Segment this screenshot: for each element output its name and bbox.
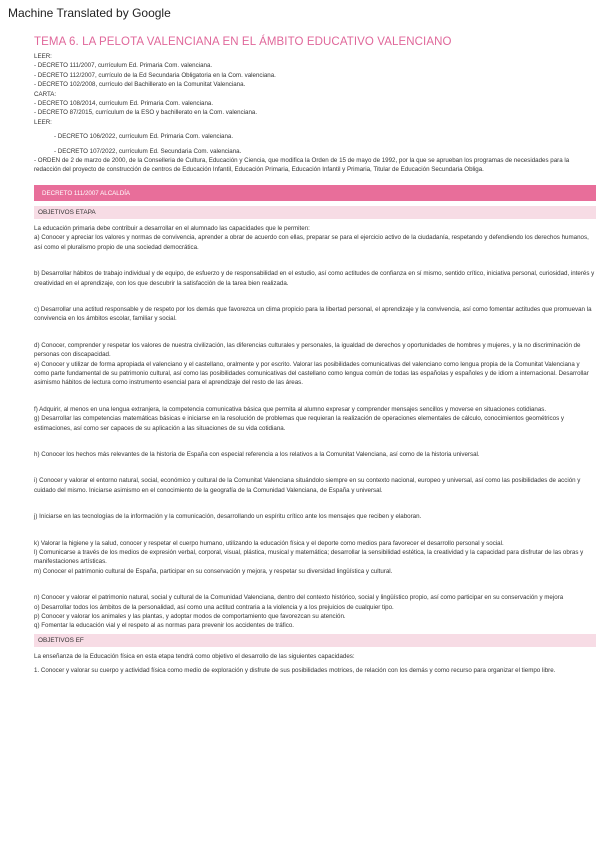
reading-item: - DECRETO 112/2007, currículo de la Ed Secundaria Obligatoria en la Com. valenciana. <box>34 71 276 79</box>
reading-item: - DECRETO 108/2014, currículum Ed. Primaria Com. valenciana. <box>34 100 214 108</box>
objective-item: k) Valorar la higiene y la salud, conocer y respetar el cuerpo humano, utilizando la educación física y el deporte como medios para favorecer el desarrollo personal y social. <box>34 539 504 547</box>
ef-objectives-header: OBJETIVOS EF <box>34 634 596 647</box>
objective-item: j) Iniciarse en las tecnologías de la información y la comunicación, desarrollando un espíritu crítico ante los mensajes que reciben y elaboran. <box>34 513 422 521</box>
reading-item: - DECRETO 87/2015, currículum de la ESO y bachillerato en la Com. valenciana. <box>34 109 258 117</box>
ef-intro: La enseñanza de la Educación física en esta etapa tendrá como objetivo el desarrollo de las siguientes capacidades: <box>34 652 355 660</box>
reading-item: - DECRETO 111/2007, currículum Ed. Primaria Com. valenciana. <box>34 62 213 70</box>
objectives-header: OBJETIVOS ETAPA <box>34 206 596 219</box>
objective-item: d) Conocer, comprender y respetar los valores de nuestra civilización, las diferencias culturales y personales, la igualdad de derechos y oportunidades de hombres y mujeres, y la no discriminación de personas con discapacidad. <box>34 341 581 359</box>
document-title: TEMA 6. LA PELOTA VALENCIANA EN EL ÁMBITO EDUCATIVO VALENCIANO <box>34 36 452 48</box>
document-page <box>34 36 596 676</box>
objective-item: c) Desarrollar una actitud responsable y de respeto por los demás que favorezca un clima propicio para la libertad personal, el aprendizaje y la convivencia, así como fomentar actitudes que promuevan la convivencia en los ámbitos escolar, familiar y social. <box>34 305 592 323</box>
objective-item: a) Conocer y apreciar los valores y normas de convivencia, aprender a obrar de acuerdo con ellas, preparar se para el ejercicio activo de la ciudadanía, respetando y defendiendo los derechos humanos, así como el pluralismo propio de una sociedad democrática. <box>34 234 589 251</box>
objective-item: p) Conocer y valorar los animales y las plantas, y adoptar modos de comportamiento que favorezcan su atención. <box>34 613 346 621</box>
objective-item: f) Adquirir, al menos en una lengua extranjera, la competencia comunicativa básica que permita al alumno expresar y comprender mensajes sencillos y moverse en situaciones cotidianas. <box>34 405 547 413</box>
objective-item: q) Fomentar la educación vial y el respeto al as normas para prevenir los accidentes de tráfico. <box>34 622 295 630</box>
ef-item: 1. Conocer y valorar su cuerpo y actividad física como medio de exploración y disfrute de sus posibilidades motrices, de relación con los demás y como recurso para organizar el tiempo libre. <box>34 667 556 675</box>
objective-item: i) Conocer y valorar el entorno natural, social, económico y cultural de la Comunitat Valenciana situándolo siempre en su contexto nacional, europeo y universal, así como las posibilidades de acción y cuidado del mismo. Iniciarse asimismo en el conocimiento de la geografía de la Comunidad Valenciana, de España y universal. <box>34 477 581 494</box>
objectives-intro: La educación primaria debe contribuir a desarrollar en el alumnado las capacidades que le permiten: <box>34 224 310 232</box>
orden-paragraph: - ORDEN de 2 de marzo de 2000, de la Conselleria de Cultura, Educación y Ciencia, que modifica la Orden de 15 de mayo de 1992, por la que se aprueban los programas de necesidades para la redacción del proyecto de construcción de centros de Educación Infantil, Educación Primaria, Educación Infantil y Primaria, Titular de Educación Secundaria Obliga. <box>34 157 570 174</box>
objective-item: e) Conocer y utilizar de forma apropiada el valenciano y el castellano, oralmente y por escrito. Valorar las posibilidades comunicativas del valenciano como lengua propia de la Comunitat Valenciana y como parte fundamental de su patrimonio cultural, así como las posibilidades comunicativas del castellano como lengua común de todas las españolas y españoles y de idiom a internacional. Desarrollar asimismo hábitos de lectura como instrumento esencial para el aprendizaje del resto de las áreas. <box>34 360 589 387</box>
reading-item: LEER: <box>34 53 52 60</box>
objective-item: b) Desarrollar hábitos de trabajo individual y de equipo, de esfuerzo y de responsabilidad en el estudio, así como actitudes de confianza en sí mismo, sentido crítico, iniciativa personal, curiosidad, interés y creatividad en el aprendizaje, con los que descubrir la satisfacción de la tarea bien realizada. <box>34 270 595 287</box>
reading-item: LEER: <box>34 118 52 126</box>
reading-item-indented: - DECRETO 106/2022, currículum Ed. Primaria Com. valenciana. <box>54 133 234 141</box>
machine-translation-banner: Machine Translated by Google <box>8 6 171 20</box>
objective-item: g) Desarrollar las competencias matemáticas básicas e iniciarse en la resolución de problemas que requieran la realización de operaciones elementales de cálculo, conocimientos geométricos y estimaciones, así como ser capaces de su aplicación a las situaciones de su vida cotidiana. <box>34 415 564 432</box>
objective-item: o) Desarrollar todos los ámbitos de la personalidad, así como una actitud contraria a la violencia y a los prejuicios de cualquier tipo. <box>34 603 394 611</box>
reading-item: - DECRETO 102/2008, currículo del Bachillerato en la Comunitat Valenciana. <box>34 81 246 89</box>
reading-item: CARTA: <box>34 90 57 98</box>
objective-item: l) Comunicarse a través de los medios de expresión verbal, corporal, visual, plástica, musical y matemática; desarrollar la sensibilidad estética, la creatividad y la capacidad para disfrutar de las obras y manifestaciones artísticas. <box>34 549 584 566</box>
reading-item-indented: - DECRETO 107/2022, currículum Ed. Secundaria Com. valenciana. <box>54 147 242 155</box>
section-header-decreto: DECRETO 111/2007 ALCALDÍA <box>34 185 596 201</box>
reading-list <box>34 52 596 175</box>
objective-item: n) Conocer y valorar el patrimonio natural, social y cultural de la Comunidad Valenciana, dentro del contexto histórico, social y lingüístico propio, así como participar en su conservación y mejora <box>34 594 564 602</box>
objective-item: h) Conocer los hechos más relevantes de la historia de España con especial referencia a los relativos a la Comunitat Valenciana, así como de la historia universal. <box>34 450 480 458</box>
objective-item: m) Conocer el patrimonio cultural de España, participar en su conservación y mejora, y respetar su diversidad lingüística y cultural. <box>34 567 393 575</box>
